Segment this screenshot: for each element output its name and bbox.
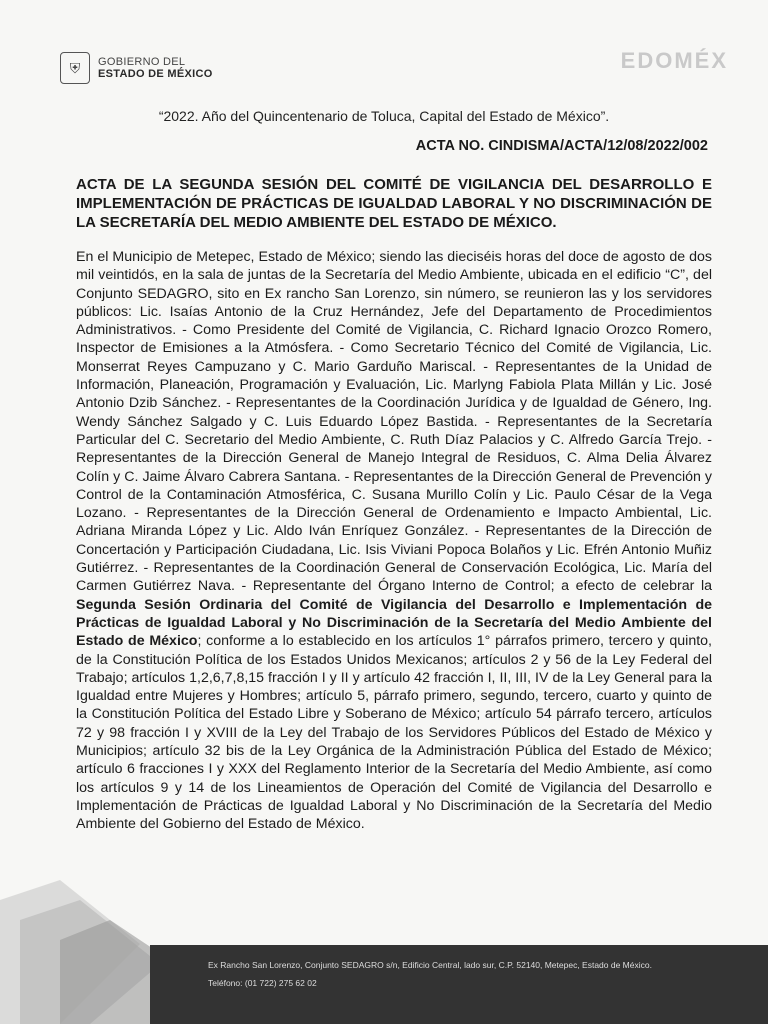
body-paragraph — [76, 248, 712, 834]
footer-phone: Teléfono: (01 722) 275 62 02 — [208, 978, 317, 988]
footer-address: Ex Rancho San Lorenzo, Conjunto SEDAGRO s/n, Edificio Central, lado sur, C.P. 52140, Metepec, Estado de México. — [208, 960, 652, 970]
edomex-logo: EDOMÉX — [620, 48, 728, 73]
gov-line1: GOBIERNO DEL — [98, 56, 186, 68]
body-part2: ; conforme a lo establecido en los artículos 1° párrafos primero, tercero y quinto, de la Constitución Política de los Estados Unidos Mexicanos; artículos 2 y 56 de la Ley Federal del Trabajo; artículos 1,2,6,7,8,15 fracción I y II y artículo 42 fracción I, II, III, IV de la Ley General para la Igualdad entre Mujeres y Hombres; artículo 5, párrafo primero, segundo, tercero, cuarto y quinto de la Constitución Política del Estado Libre y Soberano de México; artículo 54 párrafo tercero, artículos 72 y 98 fracción I y XVIII de la Ley del Trabajo de los Servidores Públicos del Estado de México y Municipios; artículo 32 bis de la Ley Orgánica de la Administración Pública del Estado de México; artículo 6 fracciones I y XXX del Reglamento Interior de la Secretaría del Medio Ambiente, así como los artículos 9 y 14 de los Lineamientos de Operación del Comité de Vigilancia del Desarrollo e Implementación de Prácticas de Igualdad Laboral y No Discriminación de la Secretaría del Medio Ambiente del Gobierno del Estado de México. — [76, 633, 712, 833]
government-logo — [60, 52, 213, 84]
year-motto: “2022. Año del Quincentenario de Toluca, Capital del Estado de México”. — [158, 108, 610, 124]
state-seal-icon: ⛨ — [60, 52, 90, 84]
acta-number: ACTA NO. CINDISMA/ACTA/12/08/2022/002 — [415, 138, 708, 154]
body-bold-session-name: Segunda Sesión Ordinaria del Comité de Vigilancia del Desarrollo e Implementación de Prácticas de Igualdad Laboral y No Discriminación de la Secretaría del Medio Ambiente del Estado de México — [76, 596, 712, 650]
gov-line2: ESTADO DE MÉXICO — [98, 68, 213, 80]
body-part1: En el Municipio de Metepec, Estado de México; siendo las dieciséis horas del doce de agosto de dos mil veintidós, en la sala de juntas de la Secretaría del Medio Ambiente, ubicada en el edificio “C”, del Conjunto SEDAGRO, sito en Ex rancho San Lorenzo, sin número, se reunieron las y los servidores públicos: Lic. Isaías Antonio de la Cruz Hernández, Jefe del Departamento de Procedimientos Administrativos. - Como Presidente del Comité de Vigilancia, C. Richard Ignacio Orozco Romero, Inspector de Emisiones a la Atmósfera. - Como Secretario Técnico del Comité de Vigilancia, Lic. Monserrat Reyes Campuzano y C. Mario Garduño Mariscal. - Representantes de la Unidad de Información, Planeación, Programación y Evaluación, Lic. Marlyng Fabiola Plata Millán y Lic. José Antonio Dzib Sánchez. - Representantes de la Coordinación Jurídica y de Igualdad de Género, Ing. Wendy Sánchez Salgado y C. Luis Eduardo López Bastida. - Representantes de la Secretaría Particular del C. Secretario del Medio Ambiente, C. Ruth Díaz Palacios y C. Alfredo García Trejo. - Representantes de la Dirección General de Manejo Integral de Residuos, C. Alma Delia Álvarez Colín y C. Jaime Álvaro Cabrera Santana. - Representantes de la Dirección General de Prevención y Control de la Contaminación Atmosférica, C. Susana Murillo Colín y Lic. Paulo César de la Vega Lozano. - Representantes de la Dirección General de Ordenamiento e Impacto Ambiental, Lic. Adriana Miranda López y Lic. Aldo Iván Enríquez González. - Representantes de la Dirección de Concertación y Participación Ciudadana, Lic. Isis Viviani Popoca Bolaños y Lic. Efrén Antonio Muñiz Gutiérrez. - Representantes de la Coordinación General de Conservación Ecológica, Lic. María del Carmen Gutiérrez Nava. - Representante del Órgano Interno de Control; a efecto de celebrar la — [76, 249, 712, 595]
document-title: ACTA DE LA SEGUNDA SESIÓN DEL COMITÉ DE VIGILANCIA DEL DESARROLLO E IMPLEMENTACIÓN DE PRÁCTICAS DE IGUALDAD LABORAL Y NO DISCRIMINACIÓN DE LA SECRETARÍA DEL MEDIO AMBIENTE DEL ESTADO DE MÉXICO. — [76, 176, 712, 231]
government-name — [98, 56, 213, 80]
